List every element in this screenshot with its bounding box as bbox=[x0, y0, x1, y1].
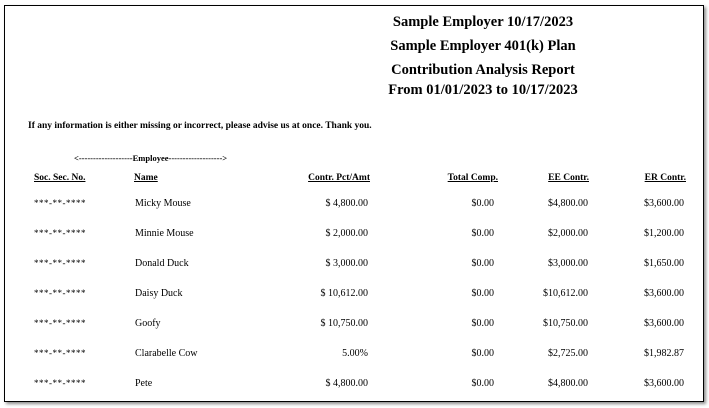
contribution-pct-amt-cell: $ 2,000.00 bbox=[325, 228, 368, 239]
total-comp-cell: $0.00 bbox=[471, 288, 494, 299]
total-comp-cell: $0.00 bbox=[471, 348, 494, 359]
contribution-pct-amt-cell: $ 4,800.00 bbox=[325, 198, 368, 209]
ssn-cell: ***-**-**** bbox=[34, 198, 86, 208]
employer-heading: Sample Employer 10/17/2023 bbox=[392, 14, 574, 30]
er-contr-cell: $1,982.87 bbox=[644, 348, 684, 359]
er-contr-cell: $3,600.00 bbox=[644, 318, 684, 329]
column-header-contribution-pct-amt: Contr. Pct/Amt bbox=[308, 173, 370, 183]
ssn-cell: ***-**-**** bbox=[34, 258, 86, 268]
plan-heading: Sample Employer 401(k) Plan bbox=[390, 38, 576, 54]
ssn-cell: ***-**-**** bbox=[34, 348, 86, 358]
er-contr-cell: $1,650.00 bbox=[644, 258, 684, 269]
ee-contr-cell: $2,000.00 bbox=[548, 228, 588, 239]
ssn-cell: ***-**-**** bbox=[34, 318, 86, 328]
name-cell: Pete bbox=[135, 378, 153, 389]
column-header-total-comp: Total Comp. bbox=[447, 173, 498, 183]
ee-contr-cell: $2,725.00 bbox=[548, 348, 588, 359]
contribution-pct-amt-cell: $ 10,750.00 bbox=[320, 318, 368, 329]
report-title: Contribution Analysis Report bbox=[391, 62, 575, 78]
er-contr-cell: $3,600.00 bbox=[644, 198, 684, 209]
table-row bbox=[0, 196, 709, 226]
column-header-er-contr: ER Contr. bbox=[644, 173, 686, 183]
name-cell: Micky Mouse bbox=[135, 198, 191, 209]
column-header-ssn: Soc. Sec. No. bbox=[34, 173, 86, 183]
advisory-notice: If any information is either missing or incorrect, please advise us at once. Thank you. bbox=[28, 121, 372, 131]
ssn-cell: ***-**-**** bbox=[34, 288, 86, 298]
ee-contr-cell: $10,750.00 bbox=[543, 318, 588, 329]
column-header-ee-contr: EE Contr. bbox=[548, 173, 589, 183]
table-row bbox=[0, 316, 709, 346]
name-cell: Goofy bbox=[135, 318, 161, 329]
contribution-pct-amt-cell: $ 4,800.00 bbox=[325, 378, 368, 389]
contribution-table-body bbox=[0, 196, 709, 406]
table-row bbox=[0, 226, 709, 256]
table-row bbox=[0, 286, 709, 316]
total-comp-cell: $0.00 bbox=[471, 318, 494, 329]
name-cell: Donald Duck bbox=[135, 258, 189, 269]
column-header-name: Name bbox=[134, 173, 158, 183]
ee-contr-cell: $4,800.00 bbox=[548, 378, 588, 389]
er-contr-cell: $3,600.00 bbox=[644, 378, 684, 389]
total-comp-cell: $0.00 bbox=[471, 378, 494, 389]
er-contr-cell: $1,200.00 bbox=[644, 228, 684, 239]
ssn-cell: ***-**-**** bbox=[34, 378, 86, 388]
table-row bbox=[0, 376, 709, 406]
ee-contr-cell: $10,612.00 bbox=[543, 288, 588, 299]
employee-group-label: <-------------------Employee-------------------> bbox=[74, 153, 228, 163]
contribution-pct-amt-cell: 5.00% bbox=[342, 348, 368, 359]
name-cell: Daisy Duck bbox=[135, 288, 183, 299]
table-row bbox=[0, 346, 709, 376]
name-cell: Clarabelle Cow bbox=[135, 348, 198, 359]
total-comp-cell: $0.00 bbox=[471, 198, 494, 209]
ee-contr-cell: $3,000.00 bbox=[548, 258, 588, 269]
total-comp-cell: $0.00 bbox=[471, 228, 494, 239]
ssn-cell: ***-**-**** bbox=[34, 228, 86, 238]
contribution-pct-amt-cell: $ 3,000.00 bbox=[325, 258, 368, 269]
total-comp-cell: $0.00 bbox=[471, 258, 494, 269]
ee-contr-cell: $4,800.00 bbox=[548, 198, 588, 209]
er-contr-cell: $3,600.00 bbox=[644, 288, 684, 299]
table-row bbox=[0, 256, 709, 286]
name-cell: Minnie Mouse bbox=[135, 228, 194, 239]
contribution-pct-amt-cell: $ 10,612.00 bbox=[320, 288, 368, 299]
report-period: From 01/01/2023 to 10/17/2023 bbox=[388, 82, 578, 98]
